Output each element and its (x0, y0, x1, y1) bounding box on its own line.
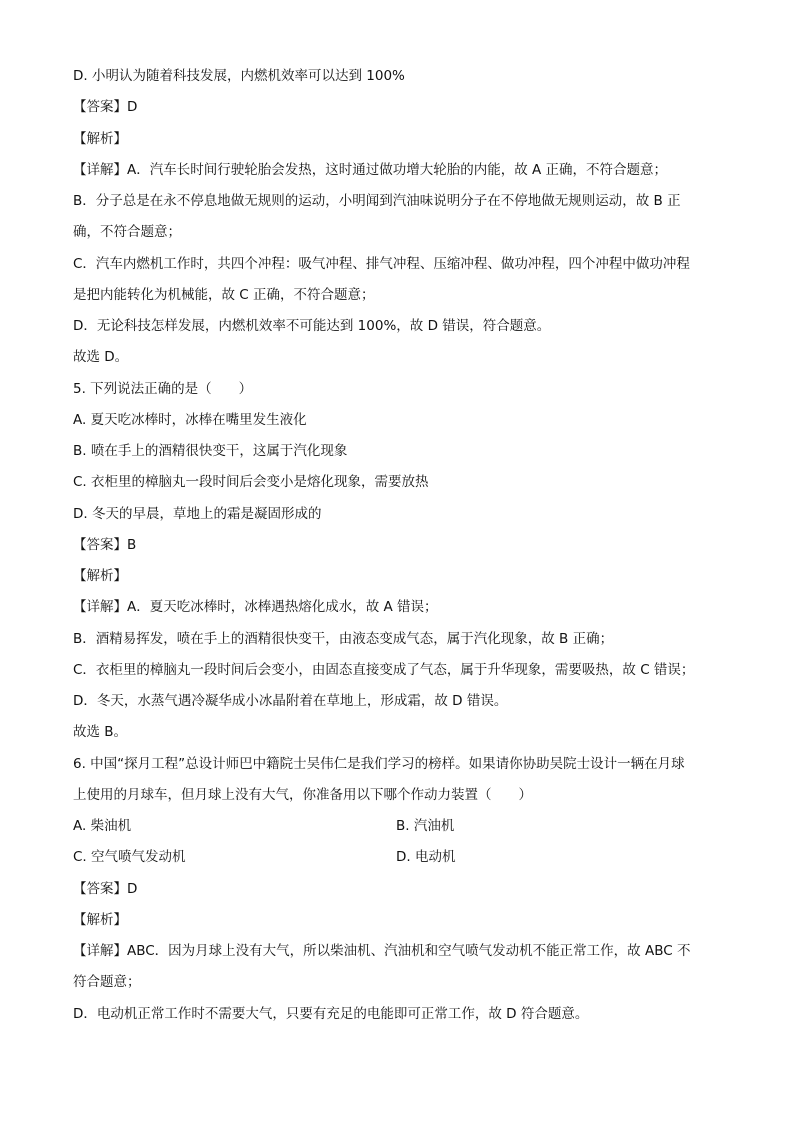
q6-explanation-abc: 【详解】ABC．因为月球上没有大气，所以柴油机、汽油机和空气喷气发动机不能正常工作，故 ABC 不 (73, 943, 691, 959)
q5-explanation-d: D．冬天，水蒸气遇冷凝华成小冰晶附着在草地上，形成霜，故 D 错误。 (73, 693, 508, 709)
q6-answer: 【答案】D (73, 881, 138, 897)
q4-explanation-a: 【详解】A．汽车长时间行驶轮胎会发热，这时通过做功增大轮胎的内能，故 A 正确，不符合题意； (73, 162, 668, 178)
q6-explanation-d: D．电动机正常工作时不需要大气，只要有充足的电能即可正常工作，故 D 符合题意。 (73, 1006, 589, 1022)
q5-explanation-b: B．酒精易挥发，喷在手上的酒精很快变干，由液态变成气态，属于汽化现象，故 B 正确； (73, 631, 614, 647)
q5-option-b: B. 喷在手上的酒精很快变干，这属于汽化现象 (73, 443, 348, 459)
q5-option-a: A. 夏天吃冰棒时，冰棒在嘴里发生液化 (73, 412, 307, 428)
q4-explanation-b-cont: 确，不符合题意； (73, 224, 181, 240)
q5-conclusion: 故选 B。 (73, 724, 128, 740)
q4-answer: 【答案】D (73, 99, 138, 115)
q5-explanation-a: 【详解】A．夏天吃冰棒时，冰棒遇热熔化成水，故 A 错误； (73, 599, 438, 615)
q6-stem-cont: 上使用的月球车，但月球上没有大气，你准备用以下哪个作动力装置（ ） (73, 787, 532, 803)
q6-option-c: C. 空气喷气发动机 (73, 849, 186, 865)
q4-explanation-b: B．分子总是在永不停息地做无规则的运动，小明闻到汽油味说明分子在不停地做无规则运动，故 B 正 (73, 193, 681, 209)
q6-analysis-heading: 【解析】 (73, 912, 127, 928)
q5-answer: 【答案】B (73, 537, 137, 553)
q5-option-c: C. 衣柜里的樟脑丸一段时间后会变小是熔化现象，需要放热 (73, 474, 429, 490)
q6-option-d: D. 电动机 (396, 849, 456, 865)
q6-option-a: A. 柴油机 (73, 818, 132, 834)
q5-analysis-heading: 【解析】 (73, 568, 127, 584)
q5-stem: 5. 下列说法正确的是（ ） (73, 381, 253, 397)
q6-option-b: B. 汽油机 (396, 818, 455, 834)
q4-explanation-c-cont: 是把内能转化为机械能，故 C 正确，不符合题意； (73, 287, 375, 303)
q4-option-d: D. 小明认为随着科技发展，内燃机效率可以达到 100% (73, 68, 405, 84)
q4-explanation-c: C．汽车内燃机工作时，共四个冲程：吸气冲程、排气冲程、压缩冲程、做功冲程，四个冲程中做功冲程 (73, 256, 690, 272)
q6-explanation-abc-cont: 符合题意； (73, 974, 141, 990)
q6-stem: 6. 中国“探月工程”总设计师巴中籍院士吴伟仁是我们学习的榜样。如果请你协助吴院士设计一辆在月球 (73, 756, 685, 772)
q4-explanation-d: D．无论科技怎样发展，内燃机效率不可能达到 100%，故 D 错误，符合题意。 (73, 318, 551, 334)
q4-analysis-heading: 【解析】 (73, 131, 127, 147)
q4-conclusion: 故选 D。 (73, 349, 129, 365)
q5-option-d: D. 冬天的早晨，草地上的霜是凝固形成的 (73, 506, 322, 522)
q5-explanation-c: C．衣柜里的樟脑丸一段时间后会变小，由固态直接变成了气态，属于升华现象，需要吸热，故 C 错误； (73, 662, 695, 678)
